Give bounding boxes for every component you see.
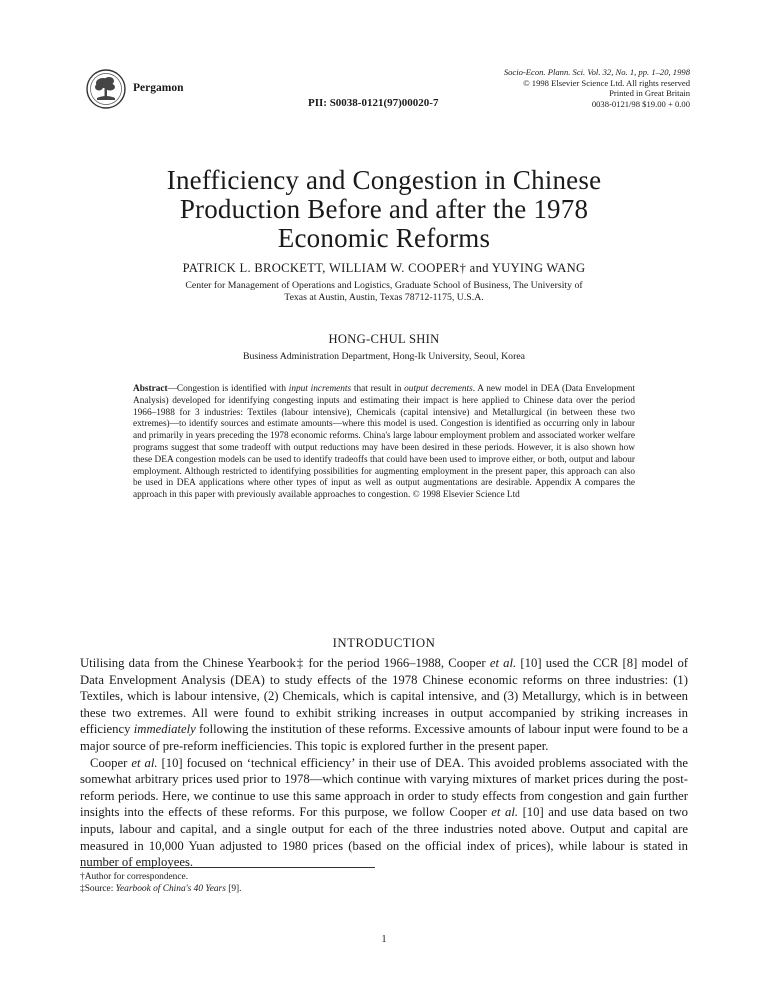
abstract-text: —Congestion is identified with (167, 384, 289, 394)
text-run: Yearbook of China's 40 Years (115, 883, 226, 894)
abstract-text: . A new model in DEA (Data Envelopment Analysis) developed for identifying congesting inputs and estimating their impact is here applied to Chinese data over the period 1966–1988 for 3 industries: Textiles (labour intensive), Chemicals (capital intensive) and Metallurgical (in between these two extremes)—to identify sources and estimate amounts—where this model is used. Congestion is identified as occurring only in labour and primarily in years preceding the 1978 economic reforms. China's large labour employment problem and associated worker welfare programs suggest that some tradeoff with output reductions may have been desired in these periods. However, it is also shown how these DEA congestion models can be used to identify tradeoffs that could have been used to improve either, or both, output and labour employment. Although restricted to identifying possibilities for augmenting employment in the present paper, this approach can also be used in DEA applications where other types of input as well as output augmentations are desirable. Appendix A compares the approach in this paper with previously available approaches to congestion. © 1998 Elsevier Science Ltd (133, 384, 635, 501)
second-author: HONG-CHUL SHIN (328, 332, 440, 346)
title-line: Economic Reforms (277, 223, 491, 253)
journal-metadata (504, 67, 690, 109)
author-list: PATRICK L. BROCKETT, WILLIAM W. COOPER† and YUYING WANG (182, 261, 586, 275)
text-run: ‡Source: (80, 883, 116, 894)
abstract-emphasis: input increments (288, 384, 352, 394)
title-line: Production Before and after the 1978 (179, 194, 589, 224)
author-affiliation (100, 280, 668, 304)
text-run: et al. (131, 755, 158, 770)
text-run: [10] used the CCR [8] model of Data Envelopment Analysis (DEA) to study effects of the 1978 Chinese economic reforms on three industries: (1) Textiles, which is labour intensive, (2) Chemicals, which is capital intensive, and (3) Metallurgy, which is in between these two extremes. All were found to exhibit striking increases in output accompanied by striking increases in efficiency (80, 656, 689, 737)
copyright-line: © 1998 Elsevier Science Ltd. All rights reserved (523, 77, 690, 88)
page-number: 1 (381, 934, 387, 945)
pii-code: PII: S0038-0121(97)00020-7 (308, 97, 439, 109)
journal-citation: Socio-Econ. Plann. Sci. Vol. 32, No. 1, pp. 1–20, 1998 (503, 67, 690, 77)
text-run: immediately (133, 722, 196, 737)
text-run: [10] focused on ‘technical efficiency’ in their use of DEA. This avoided problems associated with the somewhat arbitrary prices used prior to 1978—which continue with varying mixtures of market prices during the post-reform periods. Here, we continue to use this same approach in order to study effects from congestion and gain further insights into the effects of these reforms. For this purpose, we follow Cooper (80, 755, 689, 820)
text-run: [10] and use data based on two inputs, labour and capital, and a single output for each of the three industries noted above. Output and capital are measured in 10,000 Yuan adjusted to 1980 prices (based on the official index of prices), while labour is stated in number of employees. (80, 805, 688, 870)
text-run: et al. (491, 805, 519, 820)
text-run: Cooper (90, 755, 132, 770)
paragraph (80, 655, 688, 755)
footnote: †Author for correspondence. (80, 872, 189, 882)
abstract-emphasis: output decrements (404, 384, 473, 394)
second-author-affiliation: Business Administration Department, Hong-Ik University, Seoul, Korea (242, 351, 526, 362)
paper-title (80, 166, 688, 253)
text-run: et al. (489, 656, 517, 670)
affiliation-line: Center for Management of Operations and Logistics, Graduate School of Business, The University of (185, 280, 583, 291)
footnotes (80, 872, 241, 895)
abstract-label: Abstract (133, 384, 168, 394)
publisher-logo-icon (85, 68, 127, 110)
section-heading: INTRODUCTION (332, 636, 436, 650)
title-line: Inefficiency and Congestion in Chinese (166, 165, 602, 195)
abstract-text: that result in (351, 384, 405, 394)
introduction-body (80, 655, 688, 871)
footnote-divider (80, 867, 375, 868)
price-line: 0038-0121/98 $19.00 + 0.00 (591, 98, 690, 109)
text-run: following the institution of these reforms. Excessive amounts of labour input were found to be a major source of pre-reform inefficiencies. This topic is explored further in the present paper. (80, 722, 688, 753)
paragraph (80, 755, 688, 871)
publisher-name: Pergamon (133, 82, 184, 94)
printed-line: Printed in Great Britain (609, 88, 690, 99)
footnote (80, 884, 241, 896)
text-run: Utilising data from the Chinese Yearbook‡ for the period 1966–1988, Cooper (80, 656, 490, 670)
abstract (133, 384, 635, 502)
affiliation-line: Texas at Austin, Austin, Texas 78712-1175, U.S.A. (284, 292, 484, 303)
text-run: [9]. (225, 883, 242, 894)
